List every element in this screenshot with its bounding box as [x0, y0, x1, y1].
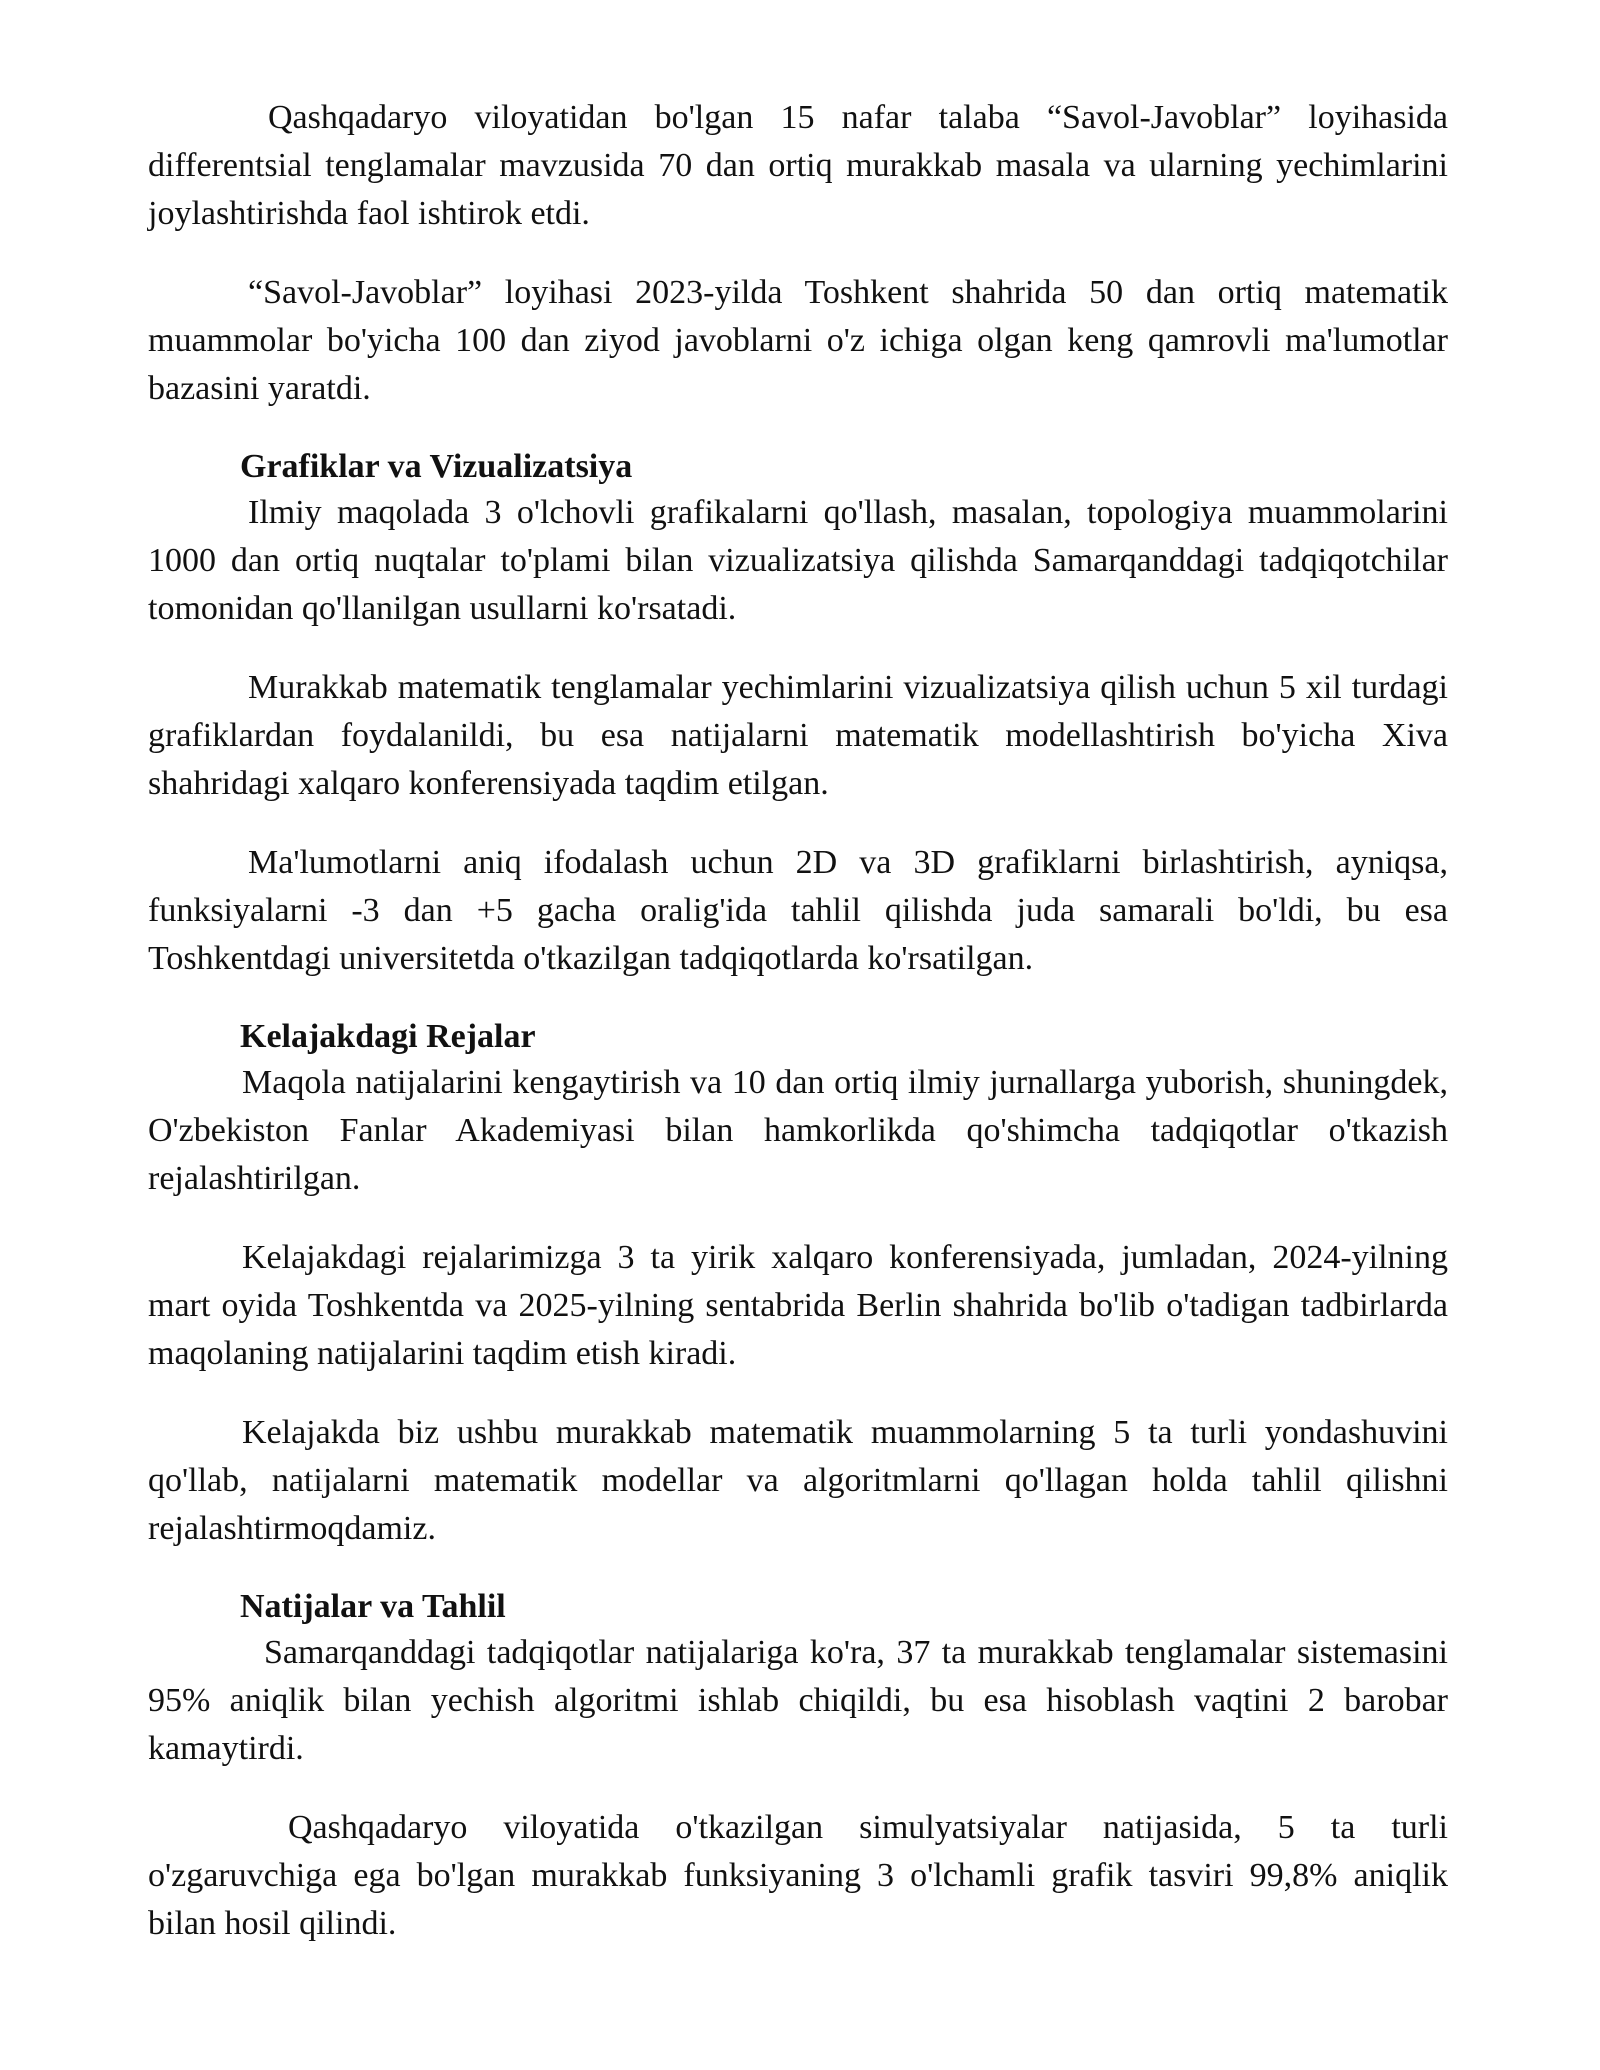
paragraph: Ma'lumotlarni aniq ifodalash uchun 2D va 3D grafiklarni birlashtirish, ayniqsa, funksiyalarni -3 dan +5 gacha oralig'ida tahlil qilishda juda samarali bo'ldi, bu esa Toshkentdagi universitetda o'tkazilgan tadqiqotlarda ko'rsatilgan. [148, 844, 1448, 977]
paragraph: Qashqadaryo viloyatida o'tkazilgan simulyatsiyalar natijasida, 5 ta turli o'zgaruvchiga ega bo'lgan murakkab funksiyaning 3 o'lchamli grafik tasviri 99,8% aniqlik bilan hosil qilindi. [148, 1809, 1448, 1942]
paragraph: Kelajakda biz ushbu murakkab matematik muammolarning 5 ta turli yondashuvini qo'llab, natijalarni matematik modellar va algoritmlarni qo'llagan holda tahlil qilishni rejalashtirmoqdamiz. [148, 1414, 1448, 1547]
section-kelajakdagi-rejalar [148, 1015, 1448, 1553]
paragraph-intro-1: Qashqadaryo viloyatidan bo'lgan 15 nafar talaba “Savol-Javoblar” loyihasida differentsial tenglamalar mavzusida 70 dan ortiq murakkab masala va ularning yechimlarini joylashtirishda faol ishtirok etdi. [148, 99, 1448, 232]
document-page [148, 94, 1448, 1948]
paragraph: Samarqanddagi tadqiqotlar natijalariga ko'ra, 37 ta murakkab tenglamalar sistemasini 95% aniqlik bilan yechish algoritmi ishlab chiqildi, bu esa hisoblash vaqtini 2 barobar kamaytirdi. [148, 1634, 1448, 1767]
section-heading: Grafiklar va Vizualizatsiya [240, 448, 633, 485]
section-heading: Kelajakdagi Rejalar [240, 1018, 536, 1055]
paragraph: Ilmiy maqolada 3 o'lchovli grafikalarni qo'llash, masalan, topologiya muammolarini 1000 dan ortiq nuqtalar to'plami bilan vizualizatsiya qilishda Samarqanddagi tadqiqotchilar tomonidan qo'llanilgan usullarni ko'rsatadi. [148, 494, 1448, 627]
paragraph: Maqola natijalarini kengaytirish va 10 dan ortiq ilmiy jurnallarga yuborish, shuningdek, O'zbekiston Fanlar Akademiyasi bilan hamkorlikda qo'shimcha tadqiqotlar o'tkazish rejalashtirilgan. [148, 1064, 1448, 1197]
paragraph: Kelajakdagi rejalarimizga 3 ta yirik xalqaro konferensiyada, jumladan, 2024-yilning mart oyida Toshkentda va 2025-yilning sentabrida Berlin shahrida bo'lib o'tadigan tadbirlarda maqolaning natijalarini taqdim etish kiradi. [148, 1239, 1448, 1372]
section-grafiklar [148, 445, 1448, 983]
section-natijalar [148, 1585, 1448, 1948]
section-heading: Natijalar va Tahlil [240, 1588, 506, 1625]
paragraph-intro-2: “Savol-Javoblar” loyihasi 2023-yilda Toshkent shahrida 50 dan ortiq matematik muammolar bo'yicha 100 dan ziyod javoblarni o'z ichiga olgan keng qamrovli ma'lumotlar bazasini yaratdi. [148, 274, 1448, 407]
paragraph: Murakkab matematik tenglamalar yechimlarini vizualizatsiya qilish uchun 5 xil turdagi grafiklardan foydalanildi, bu esa natijalarni matematik modellashtirish bo'yicha Xiva shahridagi xalqaro konferensiyada taqdim etilgan. [148, 669, 1448, 802]
